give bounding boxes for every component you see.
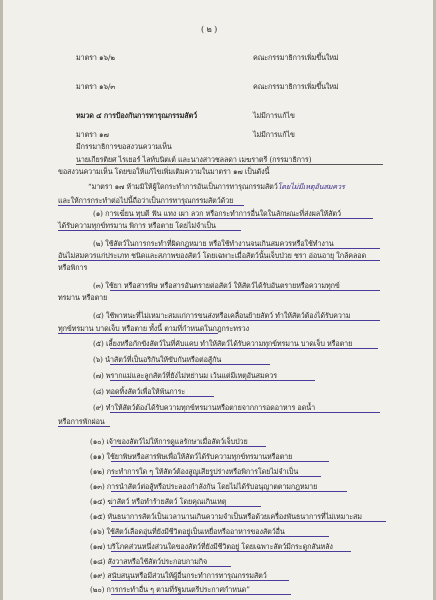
section-17-label: มาตรา ๑๗: [76, 130, 109, 139]
item-20-underline: [111, 594, 291, 595]
names-underline: [76, 164, 383, 165]
item-11: (๑๑) ใช้ยาพิษหรือสารพิษเพื่อให้สัตว์ได้รับความทุกข์ทรมานหรือตาย: [90, 452, 293, 461]
item-2-cont2: หรือพิการ: [58, 263, 88, 272]
item-11-underline: [111, 461, 329, 462]
item-1: (๑) การเฆี่ยน ทุบตี ฟัน แทง เผา ลวก หรือกระทำการอื่นใดในลักษณะที่ส่งผลให้สัตว์: [93, 209, 341, 218]
item-18-underline: [111, 566, 231, 567]
chapter-4-label: หมวด ๔ การป้องกันการทารุณกรรมสัตว์: [76, 111, 198, 120]
reservation-heading: มีกรรมาธิการขอสงวนความเห็น: [76, 142, 172, 151]
item-19: (๑๙) สนับสนุนหรือมีส่วนให้ผู้อื่นกระทำการทารุณกรรมสัตว์: [90, 571, 267, 580]
item-14-underline: [111, 506, 261, 507]
item-1-cont-underline: [58, 230, 241, 231]
section-16-2-label: มาตรา ๑๖/๒: [76, 53, 115, 62]
item-3: (๓) ใช้ยา หรือสารพิษ หรือสารอันตรายต่อสัตว์ ให้สัตว์ได้รับอันตรายหรือความทุกข์: [93, 281, 340, 290]
item-6-underline: [110, 364, 270, 365]
reservation-line: ขอสงวนความเห็น โดยขอให้แก้ไขเพิ่มเติมความในมาตรา ๑๗ เป็นดังนี้: [58, 167, 270, 176]
item-3-underline: [110, 290, 380, 291]
item-13-underline: [111, 491, 347, 492]
item-8: (๘) ทอดทิ้งสัตว์เพื่อให้พ้นภาระ: [93, 387, 186, 396]
section-16-3-status: คณะกรรมาธิการเพิ่มขึ้นใหม่: [253, 82, 339, 91]
item-18: (๑๘) สังวาสหรือใช้สัตว์ประกอบกามกิจ: [90, 557, 208, 566]
item-17: (๑๗) บริโภคส่วนหนึ่งส่วนใดของสัตว์ที่ยังมีชีวิตอยู่ โดยเฉพาะสัตว์มีกระดูกสันหลัง: [90, 542, 333, 551]
section-17-status: ไม่มีการแก้ไข: [253, 130, 295, 139]
item-2-cont: อันไม่สมควรแก่ประเภท ชนิดและสภาพของสัตว์ โดยเฉพาะเมื่อสัตว์นั้นเจ็บป่วย ชรา อ่อนอายุ ใกล้คลอด: [58, 251, 367, 260]
item-2: (๒) ใช้สัตว์ในการกระทำที่ผิดกฎหมาย หรือใช้ทำงานจนเกินสมควรหรือใช้ทำงาน: [93, 239, 334, 248]
item-17-underline: [111, 551, 351, 552]
item-2-cont-underline: [58, 260, 380, 261]
art17-intro-typed: “มาตรา ๑๗ ห้ามมิให้ผู้ใดกระทำการอันเป็นการทารุณกรรมสัตว์: [88, 182, 278, 191]
item-1-underline: [110, 218, 373, 219]
item-4-underline: [110, 320, 380, 321]
item-1-cont: ได้รับความทุกข์ทรมาน พิการ หรือตาย โดยไม่จำเป็น: [58, 221, 216, 230]
item-9-underline: [110, 412, 380, 413]
item-4: (๔) ใช้พาหนะที่ไม่เหมาะสมแก่การขนส่งหรือเคลื่อนย้ายสัตว์ ทำให้สัตว์ต้องได้รับความ: [93, 311, 351, 320]
item-13: (๑๓) การนำสัตว์ต่อสู้หรือประลองกำลังกัน โดยไม่ได้รับอนุญาตตามกฎหมาย: [90, 482, 318, 491]
art17-underline: [58, 205, 244, 206]
art17-intro-cont: และให้การกระทำต่อไปนี้ถือว่าเป็นการทารุณกรรมสัตว์ด้วย: [58, 196, 234, 205]
reservation-names: นายเกียรติยศ ไรเยอร์ ไลท์บนิตเต์ และนางสาวชลลดา เมฆราตรี (กรรมาธิการ): [76, 155, 312, 164]
item-9: (๙) ทำให้สัตว์ต้องได้รับความทุกข์ทรมานหรือตายจากการอดอาหาร อดน้ำ: [93, 403, 316, 412]
item-16-underline: [111, 536, 329, 537]
item-20: (๒๐) การกระทำอื่น ๆ ตามที่รัฐมนตรีประกาศกำหนด”: [90, 585, 250, 594]
section-16-3-label: มาตรา ๑๖/๓: [76, 82, 116, 91]
art17-intro: [88, 182, 345, 191]
item-9-cont: หรือการพักผ่อน: [58, 417, 105, 426]
item-14: (๑๔) ฆ่าสัตว์ หรือทำร้ายสัตว์ โดยคุณเกินเหตุ: [90, 497, 227, 506]
item-19-underline: [111, 580, 289, 581]
item-10: (๑๐) เจ้าของสัตว์ไม่ให้การดูแลรักษาเมื่อสัตว์เจ็บป่วย: [90, 437, 248, 446]
item-16: (๑๖) ใช้สัตว์เลือดอุ่นที่ยังมีชีวิตอยู่เป็นเหยื่อหรืออาหารของสัตว์อื่น: [90, 527, 285, 536]
page-number: ( ๒ ): [201, 25, 218, 34]
scan-left-edge: [0, 0, 3, 600]
item-15-underline: [111, 521, 386, 522]
item-15: (๑๕) หันธนาการสัตว์เป็นเวลานานเกินความจำเป็นหรือด้วยเครื่องพันธนาการที่ไม่เหมาะสม: [90, 512, 362, 521]
item-4-cont: ทุกข์ทรมาน บาดเจ็บ หรือตาย ทั้งนี้ ตามที่กำหนดในกฎกระทรวง: [58, 324, 250, 333]
item-7-underline: [110, 380, 315, 381]
item-2-underline: [110, 248, 380, 249]
item-9-cont-underline: [58, 426, 110, 427]
item-10-underline: [111, 446, 266, 447]
item-4-cont-underline: [58, 333, 218, 334]
item-5: (๕) เลี้ยงหรือกักขังสัตว์ในที่คับแคบ ทำให้สัตว์ได้รับความทุกข์ทรมาน บาดเจ็บ หรือตาย: [93, 339, 353, 348]
item-6: (๖) นำสัตว์ที่เป็นอริกันให้ขับกันหรือต่อสู้กัน: [93, 355, 222, 364]
item-8-underline: [110, 396, 214, 397]
item-12-underline: [111, 476, 321, 477]
item-5-underline: [110, 348, 378, 349]
chapter-4-status: ไม่มีการแก้ไข: [253, 111, 295, 120]
item-7: (๗) พรากแม่และลูกสัตว์ที่ยังไม่หย่านม เว้นแต่มีเหตุอันสมควร: [93, 371, 278, 380]
item-12: (๑๒) กระทำการใด ๆ ให้สัตว์ต้องสูญเสียรูปร่างหรือพิการโดยไม่จำเป็น: [90, 467, 299, 476]
item-3-cont: ทรมาน หรือตาย: [58, 293, 108, 302]
art17-intro-handwritten: โดยไม่มีเหตุอันสมควร: [277, 182, 345, 191]
section-16-2-status: คณะกรรมาธิการเพิ่มขึ้นใหม่: [253, 53, 339, 62]
